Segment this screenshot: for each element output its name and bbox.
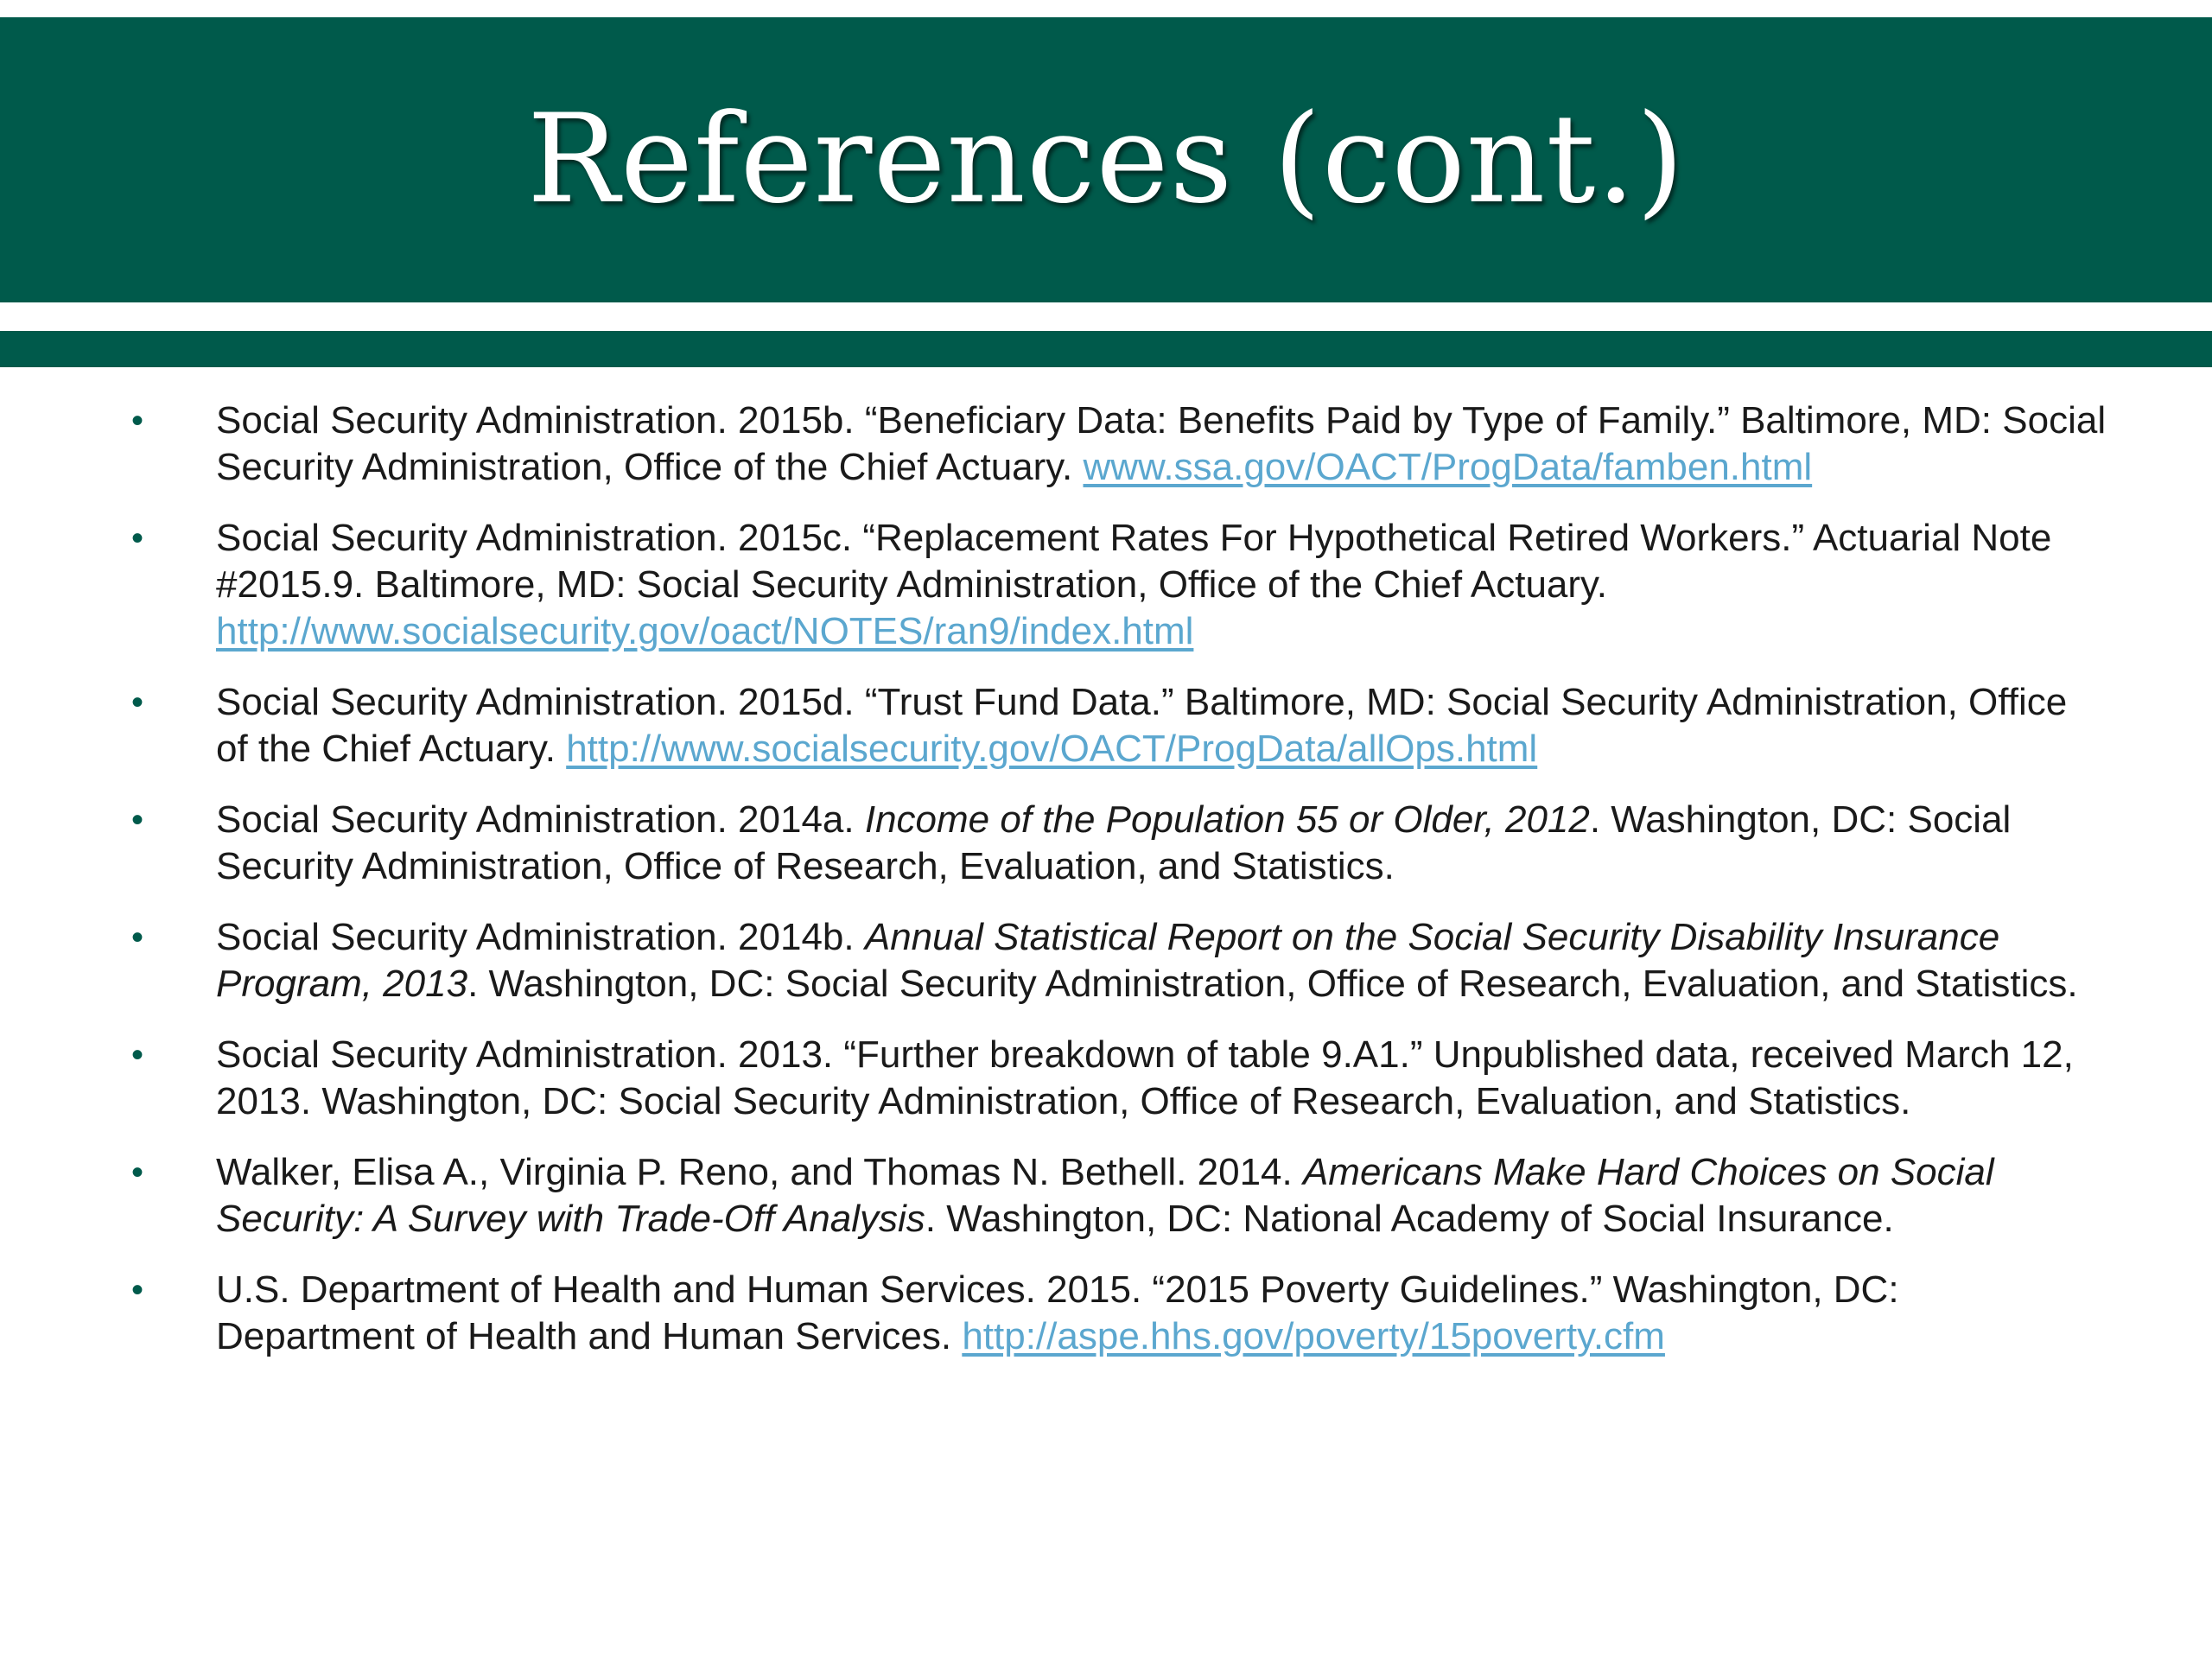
reference-text: Social Security Administration. 2015b. “Beneficiary Data: Benefits Paid by Type of Family.” Baltimore, MD: Social Security Administration, Office of the Chief Actuary.	[216, 399, 2107, 488]
reference-title-italic: Annual Statistical Report on the Social Security Disability Insurance Program, 2013	[216, 916, 2000, 1005]
reference-text: U.S. Department of Health and Human Services. 2015. “2015 Poverty Guidelines.” Washington, DC: Department of Health and Human Services.	[216, 1268, 1899, 1357]
bullet-icon: •	[131, 918, 144, 957]
slide-title: References (cont.)	[527, 88, 1685, 231]
reference-title-italic: Income of the Population 55 or Older, 2012	[864, 798, 1590, 841]
bullet-icon: •	[131, 1271, 144, 1309]
reference-text: . Washington, DC: Social Security Administration, Office of Research, Evaluation, and Statistics.	[216, 798, 2012, 887]
reference-text: Social Security Administration. 2014b.	[216, 916, 865, 958]
reference-item	[128, 679, 2107, 772]
reference-link[interactable]: www.ssa.gov/OACT/ProgData/famben.html	[1083, 446, 1813, 488]
bullet-icon: •	[131, 1154, 144, 1192]
reference-text: Social Security Administration. 2015d. “Trust Fund Data.” Baltimore, MD: Social Security Administration, Office of the Chief Actuary.	[216, 681, 2068, 770]
bullet-icon: •	[131, 519, 144, 557]
reference-text: Social Security Administration. 2014a.	[216, 798, 865, 841]
reference-text: Social Security Administration. 2015c. “Replacement Rates For Hypothetical Retired Workers.” Actuarial Note #2015.9. Baltimore, MD: Social Security Administration, Office of the Chief Actuary.	[216, 517, 2052, 606]
reference-item	[128, 797, 2107, 890]
reference-title-italic: Americans Make Hard Choices on Social Security: A Survey with Trade-Off Analysis	[216, 1151, 1994, 1240]
reference-item	[128, 515, 2107, 655]
reference-item	[128, 914, 2107, 1007]
bullet-icon: •	[131, 402, 144, 440]
bullet-icon: •	[131, 683, 144, 721]
reference-link[interactable]: http://www.socialsecurity.gov/OACT/ProgData/allOps.html	[566, 728, 1538, 770]
reference-item	[128, 397, 2107, 491]
reference-item	[128, 1267, 2107, 1360]
reference-item	[128, 1032, 2107, 1125]
reference-text: Walker, Elisa A., Virginia P. Reno, and Thomas N. Bethell. 2014.	[216, 1151, 1303, 1193]
reference-text: . Washington, DC: Social Security Administration, Office of Research, Evaluation, and Statistics.	[467, 963, 2078, 1005]
bullet-icon: •	[131, 801, 144, 839]
reference-link[interactable]: http://www.socialsecurity.gov/oact/NOTES/ran9/index.html	[216, 610, 1194, 652]
bullet-icon: •	[131, 1036, 144, 1074]
reference-list	[128, 397, 2107, 1384]
reference-item	[128, 1149, 2107, 1243]
reference-text: Social Security Administration. 2013. “Further breakdown of table 9.A1.” Unpublished data, received March 12, 2013. Washington, DC: Social Security Administration, Office of Research, Evaluation, and Statistics.	[216, 1033, 2074, 1122]
reference-link[interactable]: http://aspe.hhs.gov/poverty/15poverty.cfm	[962, 1315, 1665, 1357]
reference-text: . Washington, DC: National Academy of Social Insurance.	[925, 1198, 1894, 1240]
header-stripe	[0, 331, 2212, 367]
